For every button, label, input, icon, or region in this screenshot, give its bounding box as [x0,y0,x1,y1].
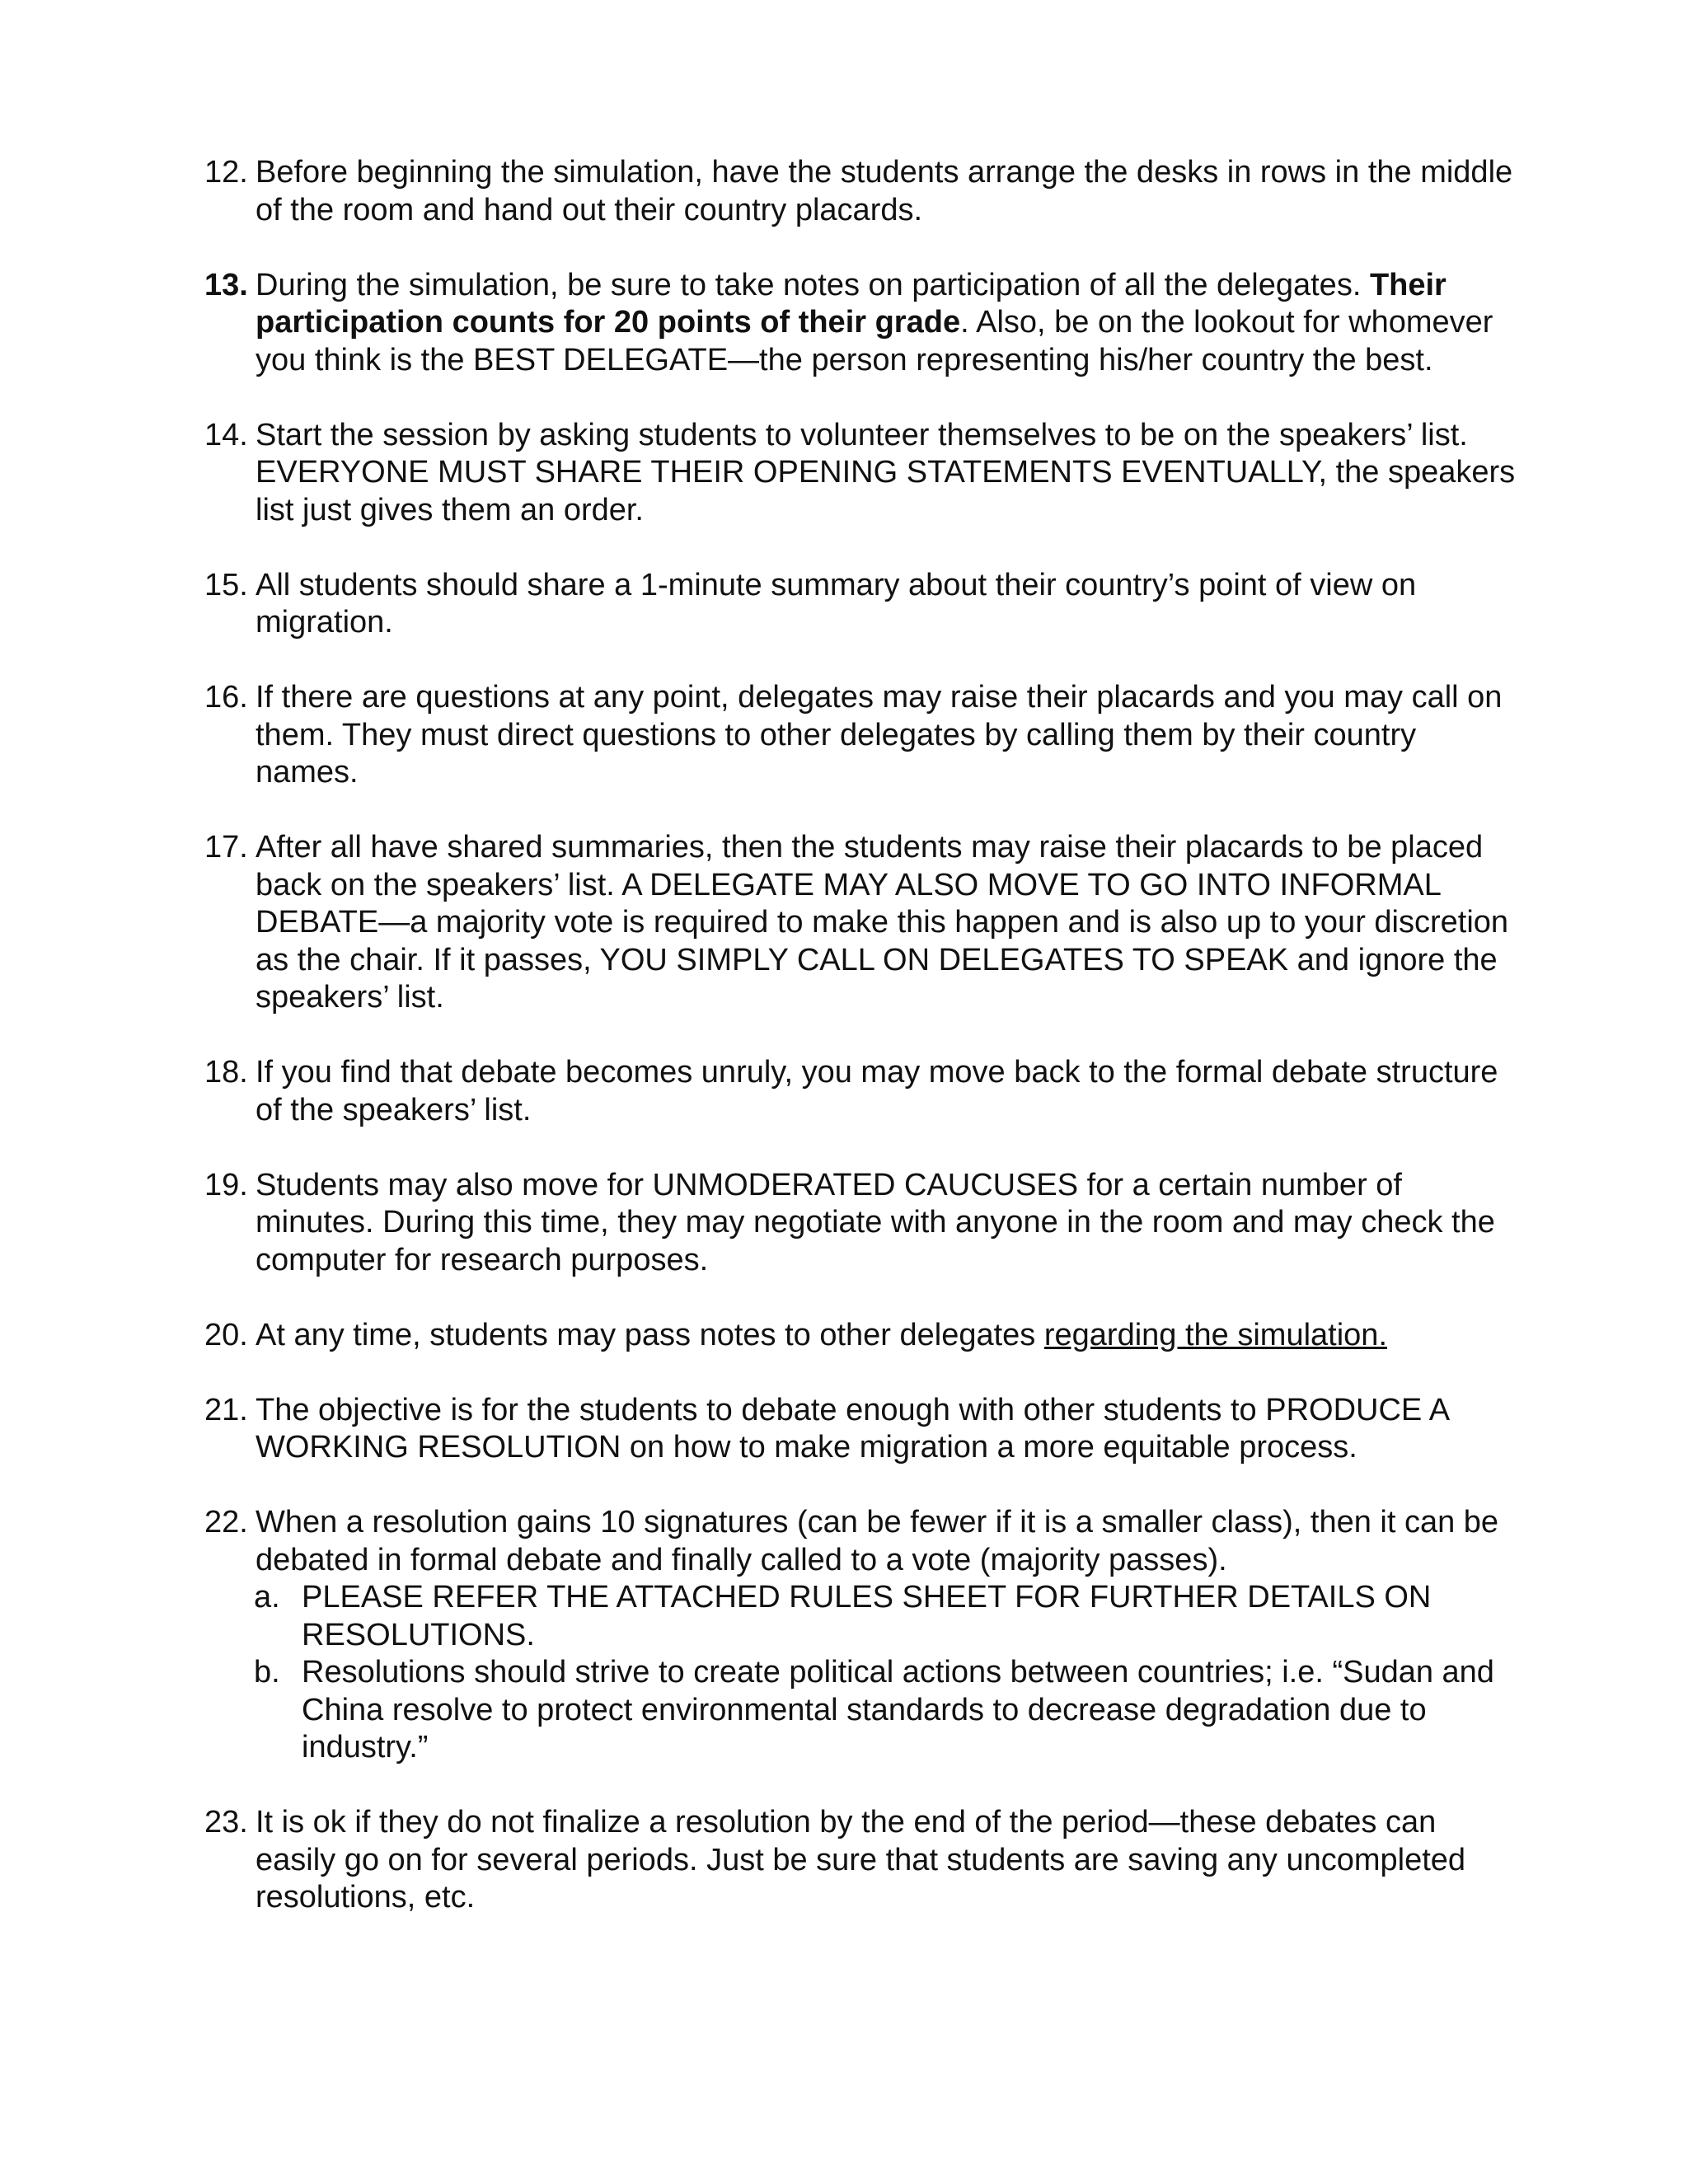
item-text: When a resolution gains 10 signatures (can be fewer if it is a smaller class), then it can be debated in formal debate and finally called to a vote (majority passes). [256,1505,1499,1577]
list-item-19 [204,1167,1523,1280]
item-text: Start the session by asking students to volunteer themselves to be on the speakers’ list. EVERYONE MUST SHARE THEIR OPENING STATEMENTS EVENTUALLY, the speakers list just gives them an order. [256,417,1516,527]
item-text: After all have shared summaries, then the students may raise their placards to be placed back on the speakers’ list. A DELEGATE MAY ALSO MOVE TO GO INTO INFORMAL DEBATE—a majority vote is required to make this happen and is also up to your discretion as the chair. If it passes, YOU SIMPLY CALL ON DELEGATES TO SPEAK and ignore the speakers’ list. [256,830,1509,1015]
item-text-part: . Also, be on the lookout for whomever you think is the BEST DELEGATE—the person representing his/her country the best. [256,305,1493,377]
sub-item-text: PLEASE REFER THE ATTACHED RULES SHEET FOR FURTHER DETAILS ON RESOLUTIONS. [302,1580,1432,1652]
item-number: 19. [204,1167,248,1202]
sub-list [256,1579,1523,1767]
item-text: Students may also move for UNMODERATED CAUCUSES for a certain number of minutes. During this time, they may negotiate with anyone in the room and may check the computer for research purposes. [256,1167,1495,1277]
item-text: If there are questions at any point, delegates may raise their placards and you may call on them. They must direct questions to other delegates by calling them by their country names. [256,680,1503,790]
list-item-15 [204,567,1523,642]
list-item-20 [204,1317,1523,1355]
list-item-16 [204,679,1523,792]
list-item-21 [204,1392,1523,1467]
sub-item-text: Resolutions should strive to create political actions between countries; i.e. “Sudan and China resolve to protect environmental standards to decrease degradation due to industry.” [302,1655,1494,1765]
instruction-list [204,154,1523,1954]
list-item-23 [204,1804,1523,1917]
item-text: If you find that debate becomes unruly, you may move back to the formal debate structure of the speakers’ list. [256,1055,1498,1127]
sub-item-b [204,1654,1523,1767]
sub-item-a [204,1579,1523,1654]
sub-item-letter: a. [254,1580,280,1615]
item-number: 13. [204,267,248,302]
list-item-14 [204,417,1523,530]
item-number: 15. [204,567,248,602]
item-text: All students should share a 1-minute summary about their country’s point of view on migration. [256,567,1417,640]
item-number: 18. [204,1055,248,1090]
item-number: 16. [204,680,248,715]
sub-item-letter: b. [254,1655,280,1690]
item-number: 21. [204,1392,248,1427]
list-item-18 [204,1054,1523,1129]
item-text-part: During the simulation, be sure to take notes on participation of all the delegates. [256,267,1370,302]
item-text: It is ok if they do not finalize a resolution by the end of the period—these debates can easily go on for several periods. Just be sure that students are saving any uncompleted resolutions, etc. [256,1805,1466,1915]
item-number: 12. [204,155,248,190]
item-number: 14. [204,417,248,452]
underlined-text: regarding the simulation. [1043,1317,1388,1352]
item-number: 23. [204,1805,248,1840]
item-text-part: At any time, students may pass notes to other delegates [256,1317,1044,1352]
item-number: 20. [204,1317,248,1352]
item-text: Before beginning the simulation, have the students arrange the desks in rows in the middle of the room and hand out their country placards. [256,155,1513,227]
item-number: 22. [204,1505,248,1540]
item-text [256,267,1523,380]
bold-emphasis: Their participation counts for 20 points of their grade [256,267,1447,340]
list-item-13 [204,267,1523,380]
list-item-12 [204,154,1523,229]
item-number: 17. [204,830,248,865]
item-text [256,1317,1523,1355]
list-item-17 [204,829,1523,1017]
list-item-22 [204,1504,1523,1767]
item-text: The objective is for the students to debate enough with other students to PRODUCE A WORKING RESOLUTION on how to make migration a more equitable process. [256,1392,1448,1465]
